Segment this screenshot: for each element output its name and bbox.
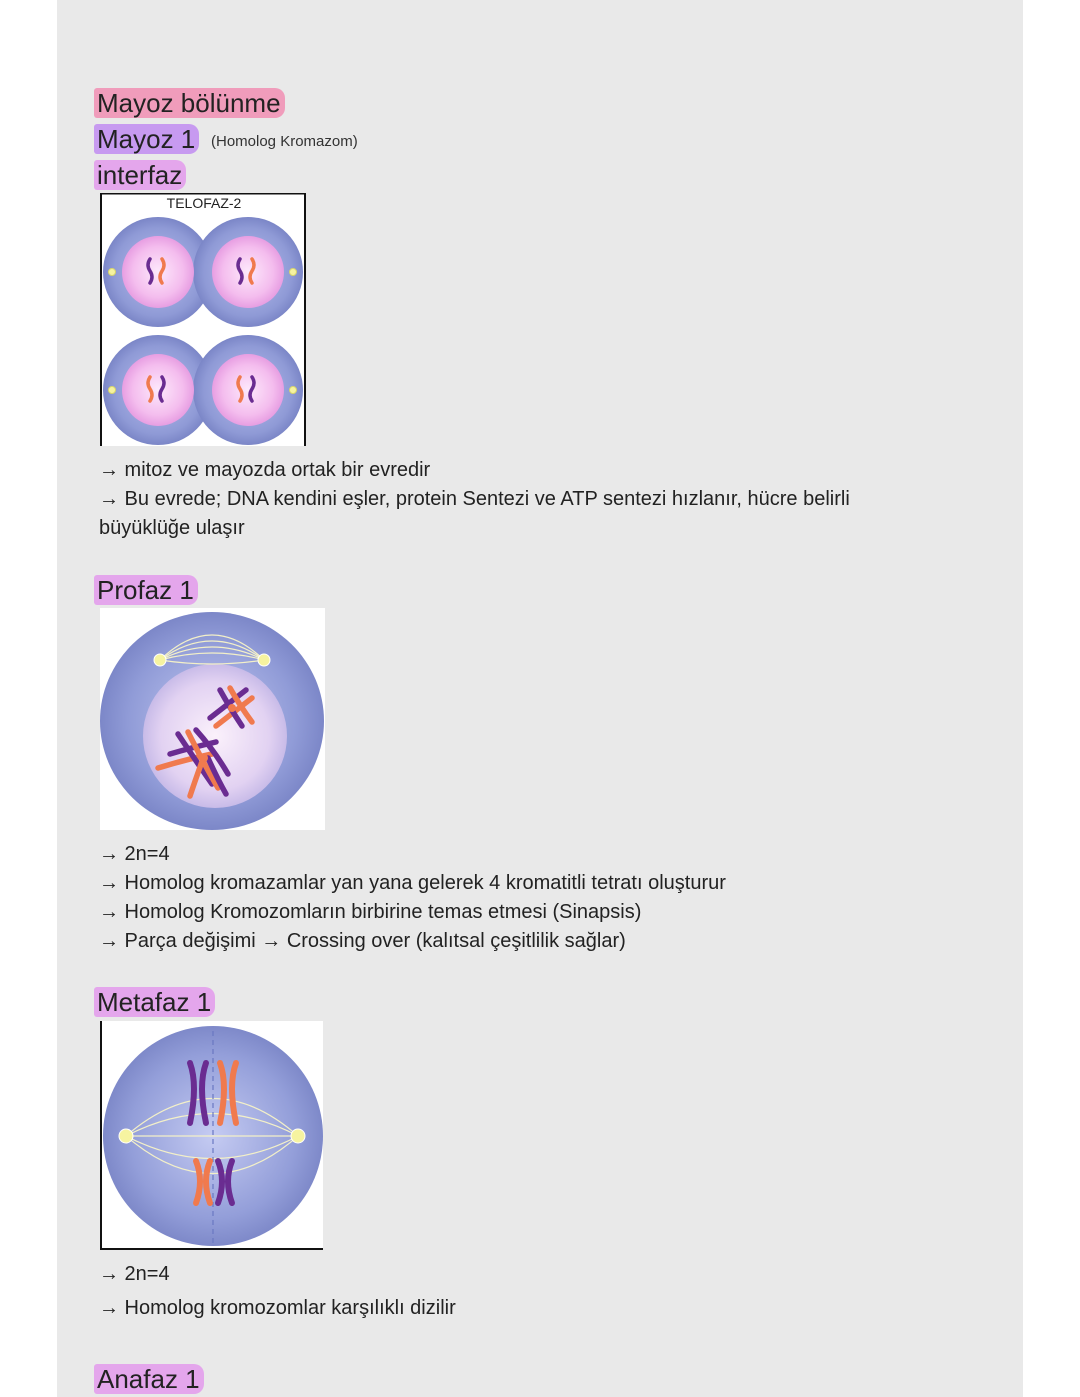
metafaz-1-line-2: → Homolog kromozomlar karşılıklı dizilir [99, 1297, 456, 1319]
heading-interfaz: interfaz [94, 160, 186, 190]
cell-icon [103, 217, 303, 445]
heading-anafaz-1: Anafaz 1 [94, 1364, 204, 1394]
heading-mayoz-1: Mayoz 1 [94, 124, 199, 154]
interfaz-line-1: → mitoz ve mayozda ortak bir evredir [99, 459, 431, 481]
profaz-1-line-3: → Homolog Kromozomların birbirine temas etmesi (Sinapsis) [99, 901, 642, 923]
heading-profaz-1: Profaz 1 [94, 575, 198, 605]
interfaz-line-3: büyüklüğe ulaşır [99, 517, 245, 539]
heading-metafaz-1: Metafaz 1 [94, 987, 215, 1017]
title-mayoz-bolunme: Mayoz bölünme [94, 88, 285, 118]
profaz-1-figure [100, 608, 325, 830]
interfaz-figure [100, 193, 306, 446]
figure-label: TELOFAZ-2 [166, 195, 242, 211]
profaz-1-line-4: → Parça değişimi → Crossing over (kalıtsal çeşitlilik sağlar) [99, 930, 626, 952]
profaz-1-line-1: → 2n=4 [99, 843, 170, 865]
metafaz-1-line-1: → 2n=4 [99, 1263, 170, 1285]
heading-mayoz-1-note: (Homolog Kromazom) [211, 133, 358, 150]
interfaz-line-2: → Bu evrede; DNA kendini eşler, protein Sentezi ve ATP sentezi hızlanır, hücre belirli [99, 488, 850, 510]
metafaz-1-figure [100, 1021, 323, 1250]
profaz-1-line-2: → Homolog kromazamlar yan yana gelerek 4 kromatitli tetratı oluşturur [99, 872, 726, 894]
